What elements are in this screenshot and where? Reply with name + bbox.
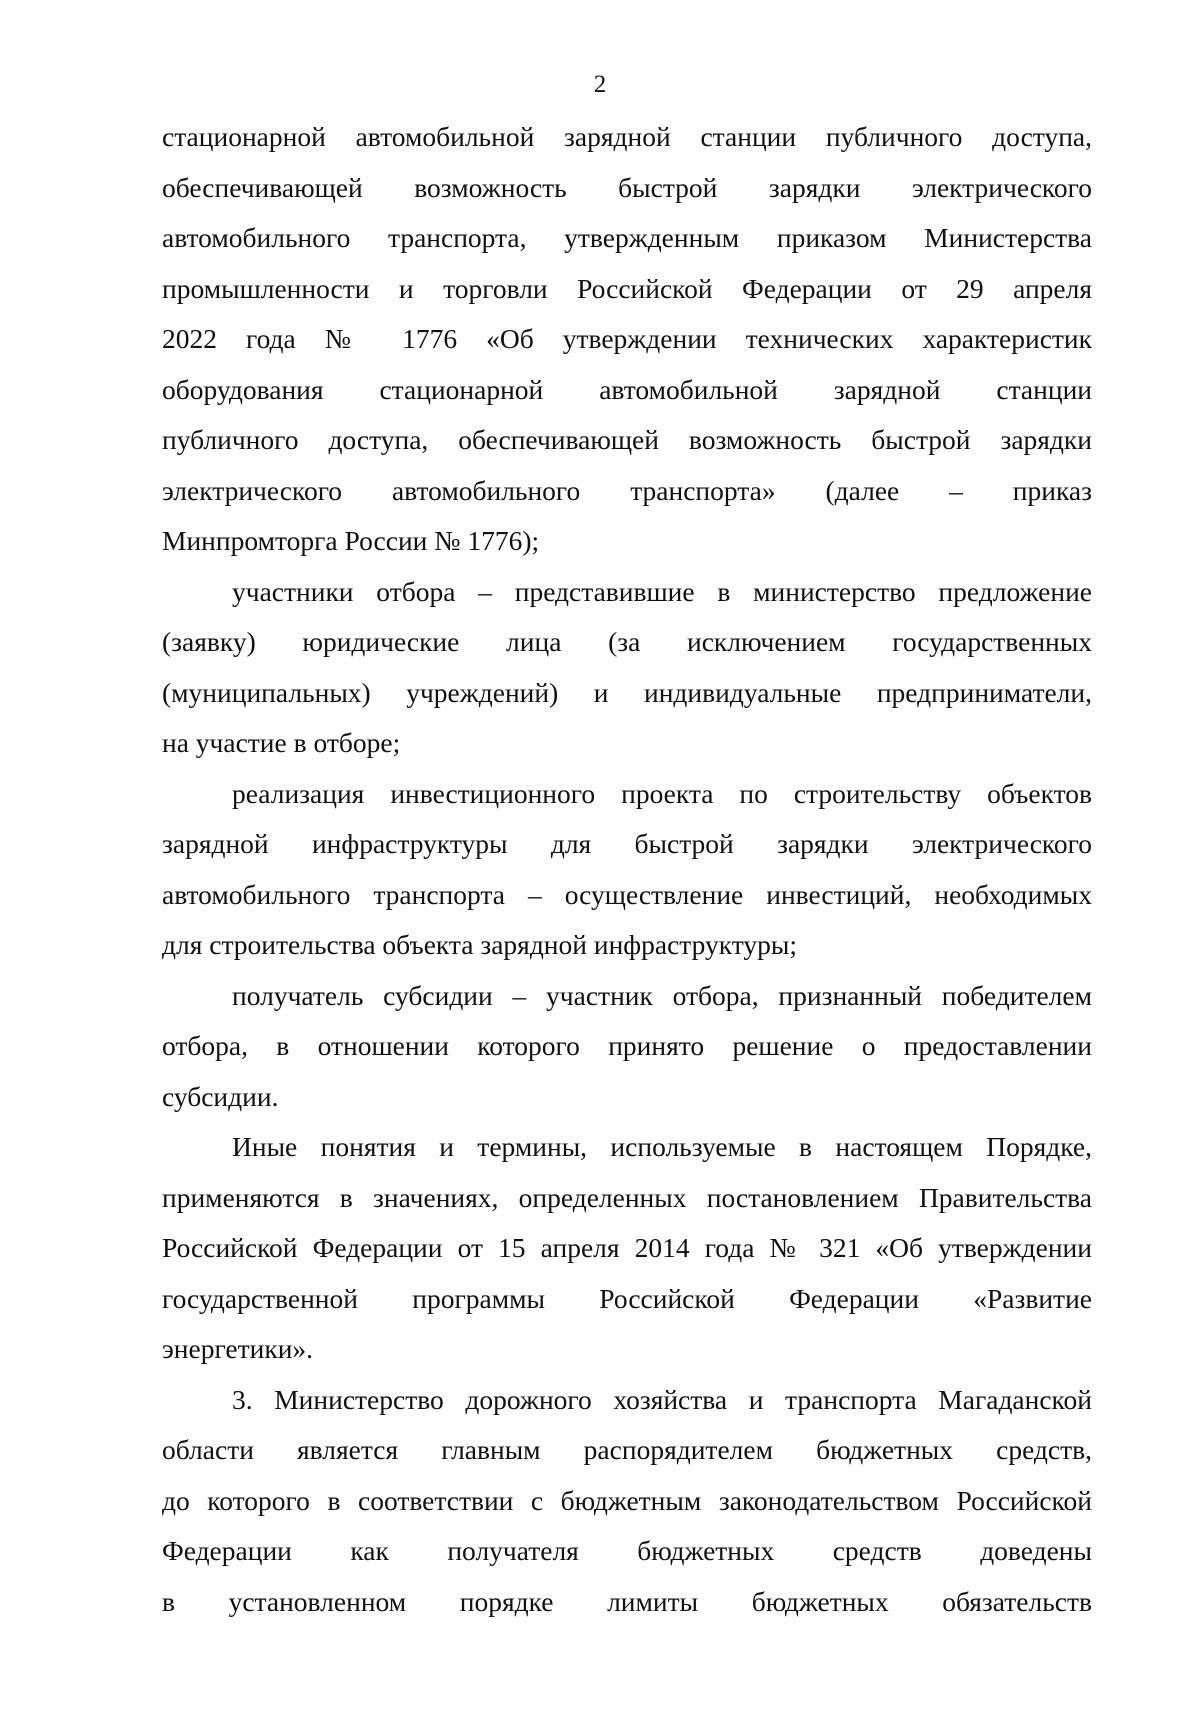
text-line: субсидии. bbox=[162, 1080, 279, 1112]
text-line: для строительства объекта зарядной инфраструктуры; bbox=[162, 929, 798, 960]
text-line: на участие в отборе; bbox=[162, 727, 401, 758]
text-line: автомобильного транспорта, утвержденным приказом Министерства bbox=[162, 222, 1092, 253]
text-line: Минпромторга России № 1776); bbox=[162, 525, 540, 556]
text-line: до которого в соответствии с бюджетным законодательством Российской bbox=[162, 1484, 1092, 1516]
text-line: области является главным распорядителем бюджетных средств, bbox=[162, 1434, 1092, 1465]
text-line: 3. Министерство дорожного хозяйства и транспорта Магаданской bbox=[232, 1383, 1092, 1415]
text-line: 2022 года № 1776 «Об утверждении технических характеристик bbox=[162, 323, 1092, 354]
text-line: Иные понятия и термины, используемые в настоящем Порядке, bbox=[232, 1131, 1092, 1162]
text-line: в установленном порядке лимиты бюджетных обязательств bbox=[162, 1585, 1092, 1617]
text-line: промышленности и торговли Российской Федерации от 29 апреля bbox=[162, 272, 1092, 304]
text-line: применяются в значениях, определенных постановлением Правительства bbox=[162, 1181, 1092, 1213]
text-line: публичного доступа, обеспечивающей возможность быстрой зарядки bbox=[162, 424, 1092, 455]
text-line: отбора, в отношении которого принято решение о предоставлении bbox=[162, 1030, 1092, 1061]
text-line: автомобильного транспорта – осуществление инвестиций, необходимых bbox=[162, 878, 1092, 910]
text-line: зарядной инфраструктуры для быстрой зарядки электрического bbox=[162, 828, 1092, 859]
text-line: электрического автомобильного транспорта» (далее – приказ bbox=[162, 474, 1092, 506]
text-line: реализация инвестиционного проекта по строительству объектов bbox=[232, 777, 1092, 809]
text-line: государственной программы Российской Федерации «Развитие bbox=[162, 1282, 1092, 1314]
text-line: получатель субсидии – участник отбора, признанный победителем bbox=[232, 979, 1092, 1011]
text-line: участники отбора – представившие в министерство предложение bbox=[232, 575, 1092, 607]
text-line: Российской Федерации от 15 апреля 2014 года № 321 «Об утверждении bbox=[162, 1232, 1092, 1263]
text-line: стационарной автомобильной зарядной станции публичного доступа, bbox=[162, 121, 1092, 152]
text-line: обеспечивающей возможность быстрой зарядки электрического bbox=[162, 171, 1092, 203]
document-body bbox=[162, 112, 1092, 1627]
page-number: 2 bbox=[593, 71, 607, 98]
text-line: оборудования стационарной автомобильной зарядной станции bbox=[162, 373, 1092, 405]
text-line: Федерации как получателя бюджетных средств доведены bbox=[162, 1535, 1092, 1566]
text-line: энергетики». bbox=[162, 1333, 314, 1364]
text-line: (заявку) юридические лица (за исключением государственных bbox=[162, 626, 1092, 657]
text-line: (муниципальных) учреждений) и индивидуальные предприниматели, bbox=[162, 676, 1092, 708]
